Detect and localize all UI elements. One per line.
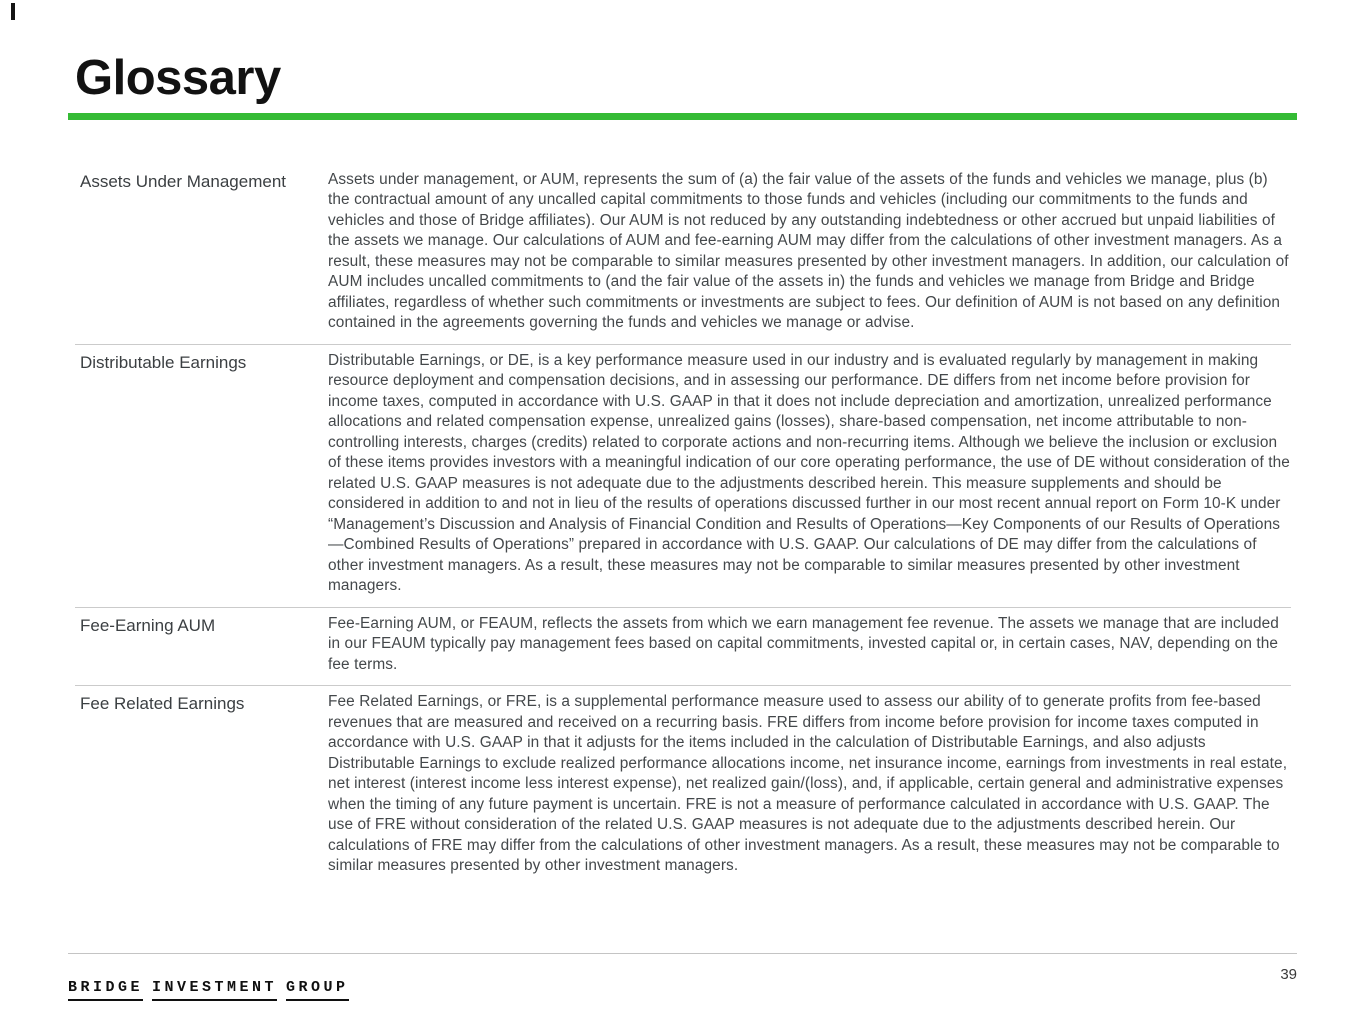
- glossary-table: [75, 164, 1291, 887]
- slide-content: [75, 0, 1291, 887]
- glossary-definition: Distributable Earnings, or DE, is a key performance measure used in our industry and is evaluated regularly by management in making resource deployment and compensation decisions, and in assessing our performance. DE differs from net income before provision for income taxes, computed in accordance with U.S. GAAP in that it does not include depreciation and amortization, unrealized performance allocations and related compensation expense, unrealized gains (losses), share-based compensation, net income attributable to non-controlling interests, charges (credits) related to corporate actions and non-recurring items. Although we believe the inclusion or exclusion of these items provides investors with a meaningful indication of our core operating performance, the use of DE without consideration of the related U.S. GAAP measures is not adequate due to the adjustments described herein. This measure supplements and should be considered in addition to and not in lieu of the results of operations discussed further in our most recent annual report on Form 10-K under “Management’s Discussion and Analysis of Financial Condition and Results of Operations—Key Components of our Results of Operations—Combined Results of Operations” prepared in accordance with U.S. GAAP. Our calculations of DE may differ from the calculations of other investment managers. As a result, these measures may not be comparable to similar measures presented by other investment managers.: [328, 351, 1290, 595]
- glossary-definition: Assets under management, or AUM, represents the sum of (a) the fair value of the assets of the funds and vehicles we manage, plus (b) the contractual amount of any uncalled capital commitments to those funds and vehicles (including our commitments to the funds and vehicles and those of Bridge affiliates). Our AUM is not reduced by any outstanding indebtedness or other accrued but unpaid liabilities of the assets we manage. Our calculations of AUM and fee-earning AUM may differ from the calculations of other investment managers. As a result, these measures may not be comparable to similar measures presented by other investment managers. In addition, our calculation of AUM includes uncalled commitments to (and the fair value of the assets in) the funds and vehicles we manage from Bridge and Bridge affiliates, regardless of whether such commitments or investments are subject to fees. Our definition of AUM is not based on any definition contained in the agreements governing the funds and vehicles we manage or advise.: [328, 170, 1289, 332]
- footer: [68, 953, 1297, 996]
- brand-logo: [68, 979, 358, 1001]
- page-title: Glossary: [75, 51, 281, 105]
- brand-word-group: GROUP: [286, 979, 349, 1001]
- glossary-row-distributable-earnings: [75, 344, 1291, 607]
- page-number: 39: [1280, 966, 1297, 983]
- glossary-row-aum: [75, 164, 1291, 344]
- brand-word-bridge: BRIDGE: [68, 979, 143, 1001]
- brand-word-investment: INVESTMENT: [152, 979, 277, 1001]
- glossary-term: Distributable Earnings: [80, 352, 247, 372]
- page-edge-mark: [11, 3, 15, 20]
- glossary-definition: Fee Related Earnings, or FRE, is a supplemental performance measure used to assess our ability of to generate profits from fee-based revenues that are measured and received on a recurring basis. FRE differs from income before provision for income taxes computed in accordance with U.S. GAAP in that it adjusts for the items included in the calculation of Distributable Earnings, and also adjusts Distributable Earnings to exclude realized performance allocations income, net insurance income, earnings from investments in real estate, net interest (interest income less interest expense), net realized gain/(loss), and, if applicable, certain general and administrative expenses when the timing of any future payment is uncertain. FRE is not a measure of performance calculated in accordance with U.S. GAAP. The use of FRE without consideration of the related U.S. GAAP measures is not adequate due to the adjustments described herein. Our calculations of FRE may differ from the calculations of other investment managers. As a result, these measures may not be comparable to similar measures presented by other investment managers.: [328, 693, 1288, 875]
- glossary-term: Assets Under Management: [80, 171, 286, 191]
- glossary-definition: Fee-Earning AUM, or FEAUM, reflects the assets from which we earn management fee revenue. The assets we manage that are included in our FEAUM typically pay management fees based on capital commitments, invested capital or, in certain cases, NAV, depending on the fee terms.: [328, 614, 1279, 673]
- glossary-term: Fee-Earning AUM: [80, 615, 216, 635]
- title-accent-rule: [68, 113, 1297, 120]
- glossary-term: Fee Related Earnings: [80, 694, 245, 714]
- glossary-row-fee-earning-aum: [75, 607, 1291, 686]
- footer-divider: [68, 953, 1297, 954]
- glossary-row-fee-related-earnings: [75, 685, 1291, 887]
